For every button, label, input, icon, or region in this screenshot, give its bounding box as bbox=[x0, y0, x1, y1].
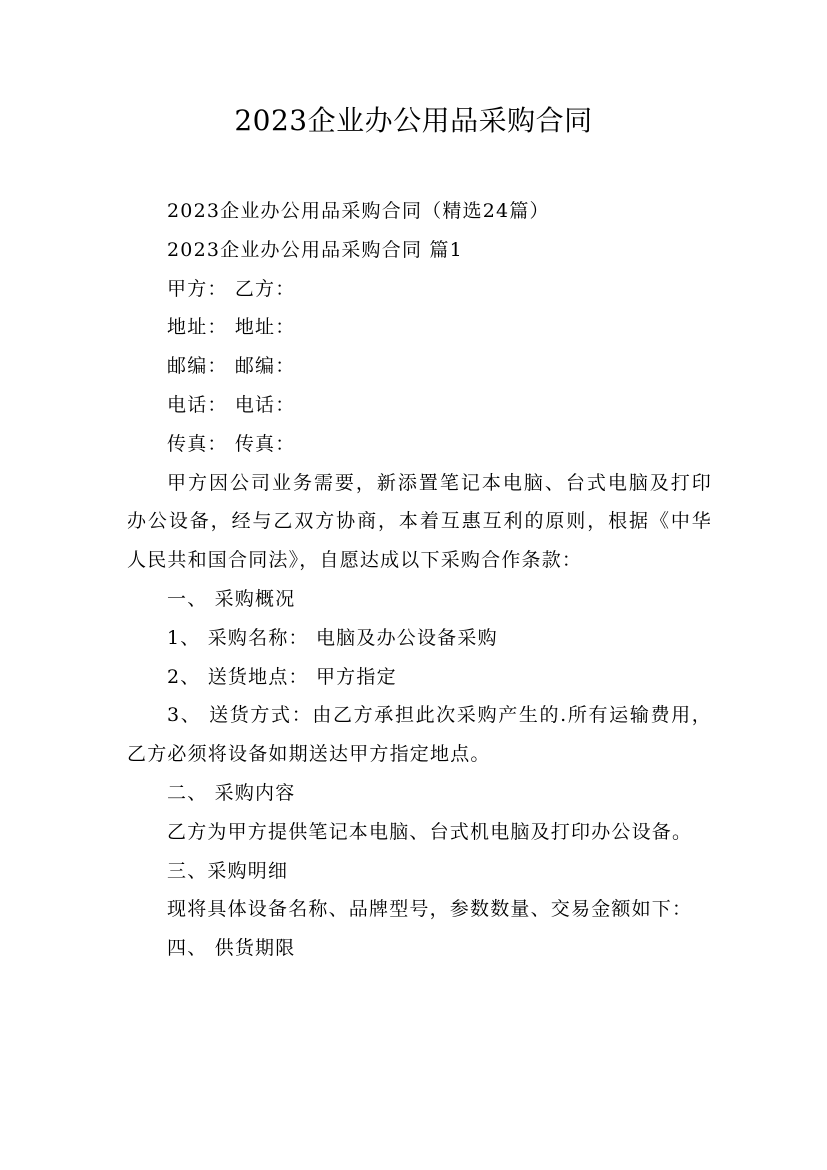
paragraph-delivery-location: 2、 送货地点： 甲方指定 bbox=[167, 665, 397, 688]
paragraph-content: 乙方为甲方提供笔记本电脑、台式机电脑及打印办公设备。 bbox=[167, 820, 693, 843]
paragraph-phone: 电话： 电话： bbox=[167, 393, 296, 416]
paragraph-subtitle: 2023企业办公用品采购合同（精选24篇） bbox=[167, 200, 550, 222]
paragraph-postcode: 邮编： 邮编： bbox=[167, 355, 296, 378]
document-body bbox=[127, 192, 712, 968]
paragraph-section-heading: 2023企业办公用品采购合同 篇1 bbox=[167, 238, 463, 261]
paragraph-preamble: 甲方因公司业务需要，新添置笔记本电脑、台式电脑及打印办公设备，经与乙双方协商，本着互惠互利的原则，根据《中华人民共和国合同法》，自愿达成以下采购合作条款： bbox=[127, 471, 712, 572]
paragraph-heading-content: 二、 采购内容 bbox=[167, 781, 296, 804]
paragraph-purchase-name: 1、 采购名称： 电脑及办公设备采购 bbox=[167, 626, 498, 649]
paragraph-heading-details: 三、采购明细 bbox=[167, 859, 289, 882]
paragraph-delivery-method: 3、 送货方式：由乙方承担此次采购产生的.所有运输费用，乙方必须将设备如期送达甲方指定地点。 bbox=[127, 704, 712, 766]
paragraph-party-names: 甲方： 乙方： bbox=[167, 277, 296, 300]
paragraph-address: 地址： 地址： bbox=[167, 316, 296, 339]
document-title: 2023企业办公用品采购合同 bbox=[234, 104, 593, 137]
paragraph-heading-supply-period: 四、 供货期限 bbox=[167, 937, 296, 960]
paragraph-fax: 传真： 传真： bbox=[167, 432, 296, 455]
paragraph-heading-overview: 一、 采购概况 bbox=[167, 587, 296, 610]
paragraph-details: 现将具体设备名称、品牌型号，参数数量、交易金额如下： bbox=[167, 898, 693, 921]
